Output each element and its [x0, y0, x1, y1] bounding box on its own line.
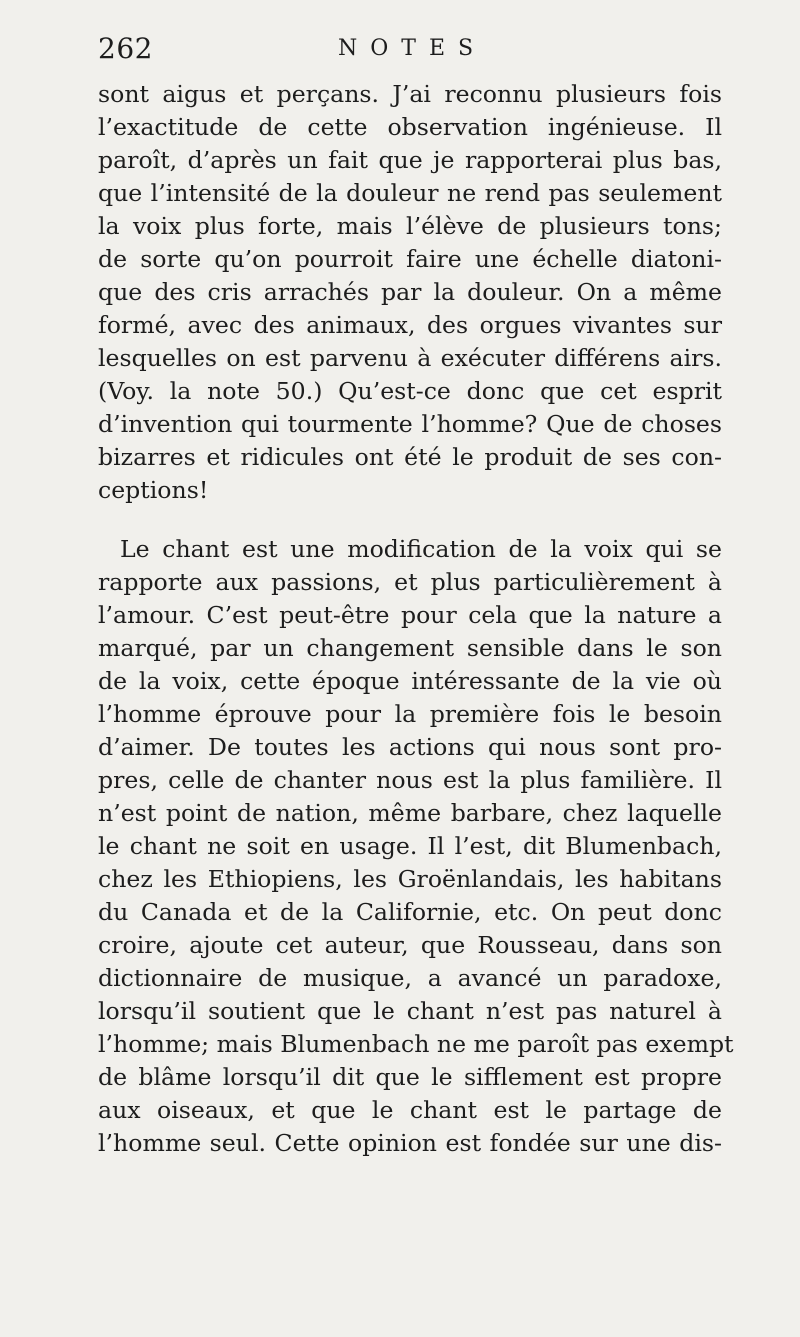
running-title: NOTES [338, 36, 487, 61]
page-header [98, 32, 718, 72]
text-line: n’est point de nation, même barbare, chez laquelle [98, 799, 722, 827]
text-line: rapporte aux passions, et plus particulièrement à [98, 568, 722, 596]
text-line: ceptions! [98, 476, 209, 504]
text-line: d’aimer. De toutes les actions qui nous sont pro- [98, 733, 722, 761]
text-line: marqué, par un changement sensible dans le son [98, 634, 722, 662]
text-line: croire, ajoute cet auteur, que Rousseau, dans son [98, 931, 722, 959]
text-line: du Canada et de la Californie, etc. On peut donc [98, 898, 722, 926]
text-line: pres, celle de chanter nous est la plus familière. Il [98, 766, 722, 794]
paragraph-gap [98, 507, 722, 533]
text-line: la voix plus forte, mais l’élève de plusieurs tons; [98, 212, 722, 240]
text-line: l’homme seul. Cette opinion est fondée sur une dis- [98, 1129, 722, 1157]
text-line: (Voy. la note 50.) Qu’est-ce donc que cet esprit [98, 377, 722, 405]
text-line: aux oiseaux, et que le chant est le partage de [98, 1096, 722, 1124]
text-line: l’homme éprouve pour la première fois le besoin [98, 700, 722, 728]
text-line: l’homme; mais Blumenbach ne me paroît pas exempt [98, 1030, 734, 1058]
text-line: dictionnaire de musique, a avancé un paradoxe, [98, 964, 722, 992]
text-line: lorsqu’il soutient que le chant n’est pas naturel à [98, 997, 722, 1025]
text-line: l’amour. C’est peut-être pour cela que la nature a [98, 601, 722, 629]
text-line: Le chant est une modification de la voix qui se [120, 535, 722, 563]
text-line: que des cris arrachés par la douleur. On a même [98, 278, 722, 306]
text-line: bizarres et ridicules ont été le produit de ses con- [98, 443, 722, 471]
text-line: de la voix, cette époque intéressante de la vie où [98, 667, 722, 695]
paragraph-2 [98, 533, 734, 1160]
text-line: que l’intensité de la douleur ne rend pas seulement [98, 179, 722, 207]
body-text [98, 78, 734, 1160]
text-line: sont aigus et perçans. J’ai reconnu plusieurs fois [98, 80, 722, 108]
text-line: l’exactitude de cette observation ingénieuse. Il [98, 113, 722, 141]
text-line: le chant ne soit en usage. Il l’est, dit Blumenbach, [98, 832, 722, 860]
text-line: de sorte qu’on pourroit faire une échelle diatoni- [98, 245, 722, 273]
text-line: formé, avec des animaux, des orgues vivantes sur [98, 311, 722, 339]
page-number: 262 [98, 32, 153, 65]
text-line: paroît, d’après un fait que je rapporterai plus bas, [98, 146, 722, 174]
text-line: chez les Ethiopiens, les Groënlandais, les habitans [98, 865, 722, 893]
paragraph-1 [98, 78, 722, 507]
text-line: lesquelles on est parvenu à exécuter différens airs. [98, 344, 722, 372]
text-line: de blâme lorsqu’il dit que le sifflement est propre [98, 1063, 722, 1091]
text-line: d’invention qui tourmente l’homme? Que de choses [98, 410, 722, 438]
